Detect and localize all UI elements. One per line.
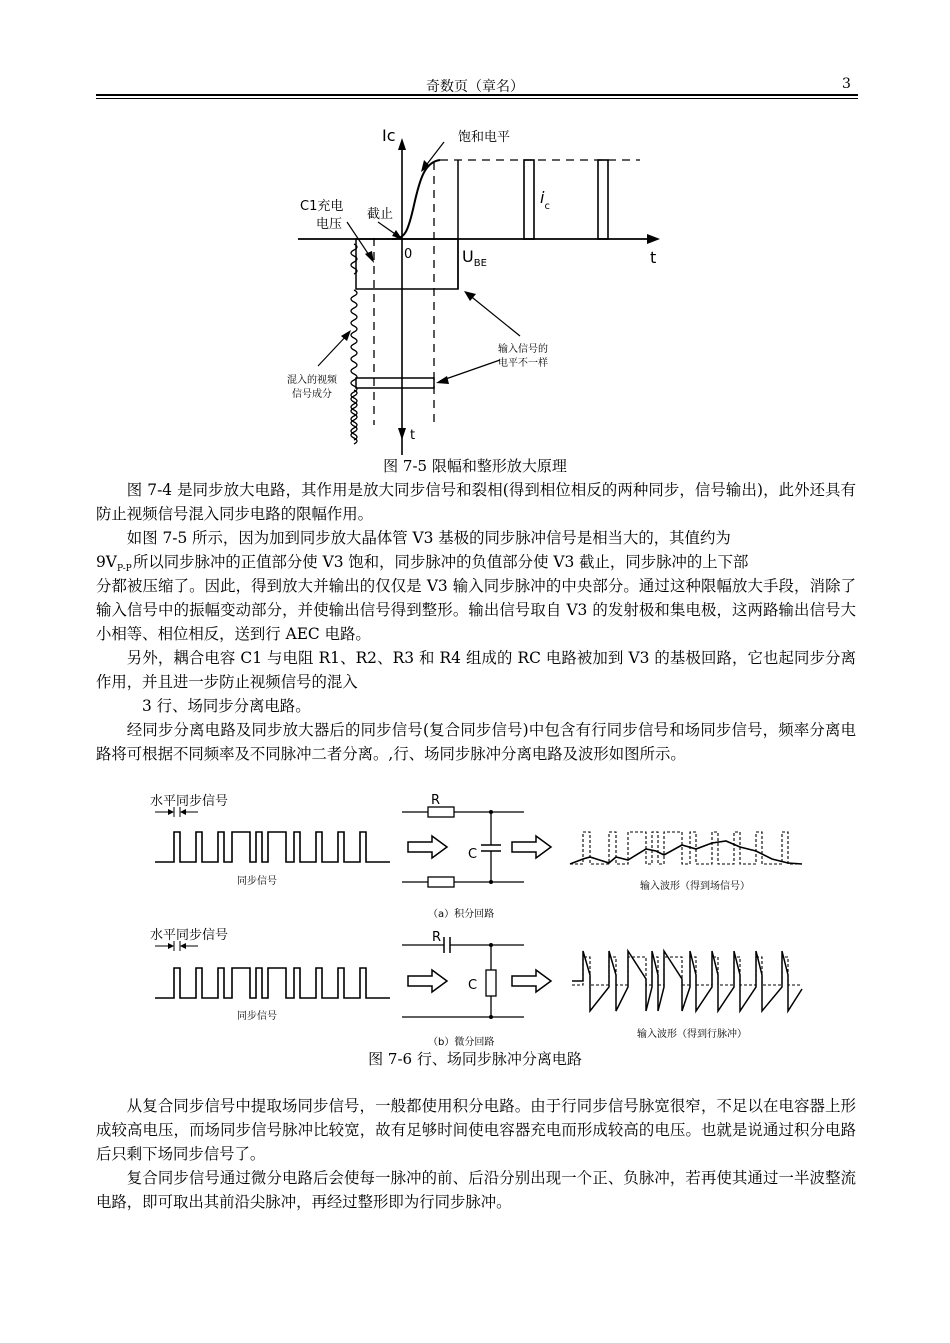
label-input-line1: 输入信号的 bbox=[498, 344, 548, 355]
output-pulse-1 bbox=[524, 160, 534, 239]
b-hollow-arrow-in bbox=[408, 970, 447, 992]
b-output-label: 输入波形（得到行脉冲） bbox=[637, 1029, 747, 1040]
label-c1-line2: 电压 bbox=[316, 217, 343, 232]
label-cutoff: 截止 bbox=[367, 207, 394, 222]
a-output-dashed bbox=[570, 832, 802, 864]
paragraph-2b-subscript: P-P bbox=[117, 564, 132, 574]
a-r-label: R bbox=[431, 793, 441, 808]
arrow-input-2-head bbox=[436, 376, 449, 384]
a-resistor bbox=[428, 807, 454, 817]
video-wave-middle bbox=[351, 290, 357, 440]
arrow-mixed bbox=[318, 334, 348, 366]
a-sync-waveform bbox=[155, 832, 390, 862]
figure-7-5-caption: 图 7-5 限幅和整形放大原理 bbox=[383, 457, 567, 475]
b-caption: （b）微分回路 bbox=[428, 1037, 495, 1048]
arrow-c1-head bbox=[365, 251, 374, 263]
a-hollow-arrow-in bbox=[408, 836, 447, 858]
b-c-label: C bbox=[468, 978, 478, 993]
header-title: 奇数页（章名） bbox=[426, 79, 524, 95]
paragraph-2a: 如图 7-5 所示，因为加到同步放大晶体管 V3 基极的同步脉冲信号是相当大的，其值约为 bbox=[126, 529, 731, 547]
a-output-integrated bbox=[570, 841, 802, 864]
b-r-label: R bbox=[432, 930, 442, 945]
figure-7-6-caption: 图 7-6 行、场同步脉冲分离电路 bbox=[368, 1050, 582, 1068]
label-t-vertical: t bbox=[410, 428, 416, 443]
output-pulse-2 bbox=[598, 160, 608, 239]
a-bottom-resistor bbox=[428, 877, 454, 887]
b-hollow-arrow-out bbox=[512, 970, 551, 992]
b-output-differentiated bbox=[572, 951, 802, 1011]
arrow-input-1 bbox=[468, 294, 520, 336]
a-sync-label: 同步信号 bbox=[237, 876, 277, 887]
a-hsync-label: 水平同步信号 bbox=[150, 794, 229, 809]
label-mixed-line1: 混入的视频 bbox=[287, 375, 337, 386]
transfer-curve bbox=[392, 160, 440, 239]
paragraph-2b-value: 9V bbox=[96, 553, 117, 571]
paragraph-1: 图 7-4 是同步放大电路，其作用是放大同步信号和裂相(得到相位相反的两种同步，信号输出)，此外还具有防止视频信号混入同步电路的限幅作用。 bbox=[96, 481, 856, 523]
b-sync-label: 同步信号 bbox=[237, 1011, 277, 1022]
input-pulse-small bbox=[356, 378, 434, 388]
label-ic: Ic bbox=[382, 126, 396, 145]
figure-7-5-limiting-diagram bbox=[0, 0, 950, 460]
t-axis-down-arrow bbox=[398, 428, 406, 440]
a-c-label: C bbox=[468, 847, 478, 862]
label-mixed-line2: 信号成分 bbox=[292, 389, 332, 400]
paragraph-7: 复合同步信号通过微分电路后会使每一脉冲的前、后沿分别出现一个正、负脉冲，若再使其通过一半波整流电路，即可取出其前沿尖脉冲，再经过整形即为行同步脉冲。 bbox=[96, 1169, 856, 1211]
b-resistor bbox=[486, 970, 496, 996]
b-sync-waveform bbox=[155, 968, 390, 998]
paragraph-2c: 分都被压缩了。因此，得到放大并输出的仅仅是 V3 输入同步脉冲的中央部分。通过这种限幅放大手段，消除了输入信号中的振幅变动部分，并使输出信号得到整形。输出信号取自 V3 的发射极和集电极，这两路输出信号大小相等、相位相反，送到行 AEC 电路。 bbox=[96, 577, 856, 643]
paragraph-2b: 所以同步脉冲的正值部分使 V3 饱和，同步脉冲的负值部分使 V3 截止，同步脉冲的上下部 bbox=[133, 553, 749, 571]
paragraph-4: 3 行、场同步分离电路。 bbox=[142, 697, 311, 715]
a-hollow-arrow-out bbox=[512, 836, 551, 858]
paragraph-6: 从复合同步信号中提取场同步信号，一般都使用积分电路。由于行同步信号脉宽很窄，不足以在电容器上形成较高电压，而场同步信号脉冲比较宽，故有足够时间使电容器充电而形成较高的电压。也就是说通过积分电路后只剩下场同步信号了。 bbox=[96, 1097, 856, 1163]
label-t-horizontal: t bbox=[650, 248, 657, 267]
label-ube: $U_{BE}$ bbox=[462, 247, 487, 269]
a-caption: （a）积分回路 bbox=[428, 909, 495, 920]
ic-axis-arrow bbox=[398, 138, 406, 150]
figure-7-6-sync-separation bbox=[0, 785, 950, 1050]
arrow-input-2 bbox=[440, 360, 500, 381]
label-ic-small: $i_c$ bbox=[540, 188, 550, 212]
a-output-label: 输入波形（得到场信号） bbox=[640, 881, 750, 892]
paragraph-3: 另外，耦合电容 C1 与电阻 R1、R2、R3 和 R4 组成的 RC 电路被加到 V3 的基极回路，它也起同步分离作用，并且进一步防止视频信号的混入 bbox=[96, 649, 856, 691]
page-number: 3 bbox=[842, 76, 851, 92]
paragraph-5: 经同步分离电路及同步放大器后的同步信号(复合同步信号)中包含有行同步信号和场同步信号，频率分离电路将可根据不同频率及不同脉冲二者分离。,行、场同步脉冲分离电路及波形如图所示。 bbox=[96, 721, 856, 763]
b-output-dashed bbox=[572, 957, 802, 985]
label-saturation: 饱和电平 bbox=[458, 130, 511, 145]
t-axis-arrow bbox=[647, 234, 660, 244]
b-hsync-label: 水平同步信号 bbox=[150, 928, 229, 943]
label-zero: 0 bbox=[404, 247, 413, 262]
label-input-line2: 电平不一样 bbox=[498, 358, 548, 369]
label-c1-line1: C1充电 bbox=[300, 199, 344, 214]
